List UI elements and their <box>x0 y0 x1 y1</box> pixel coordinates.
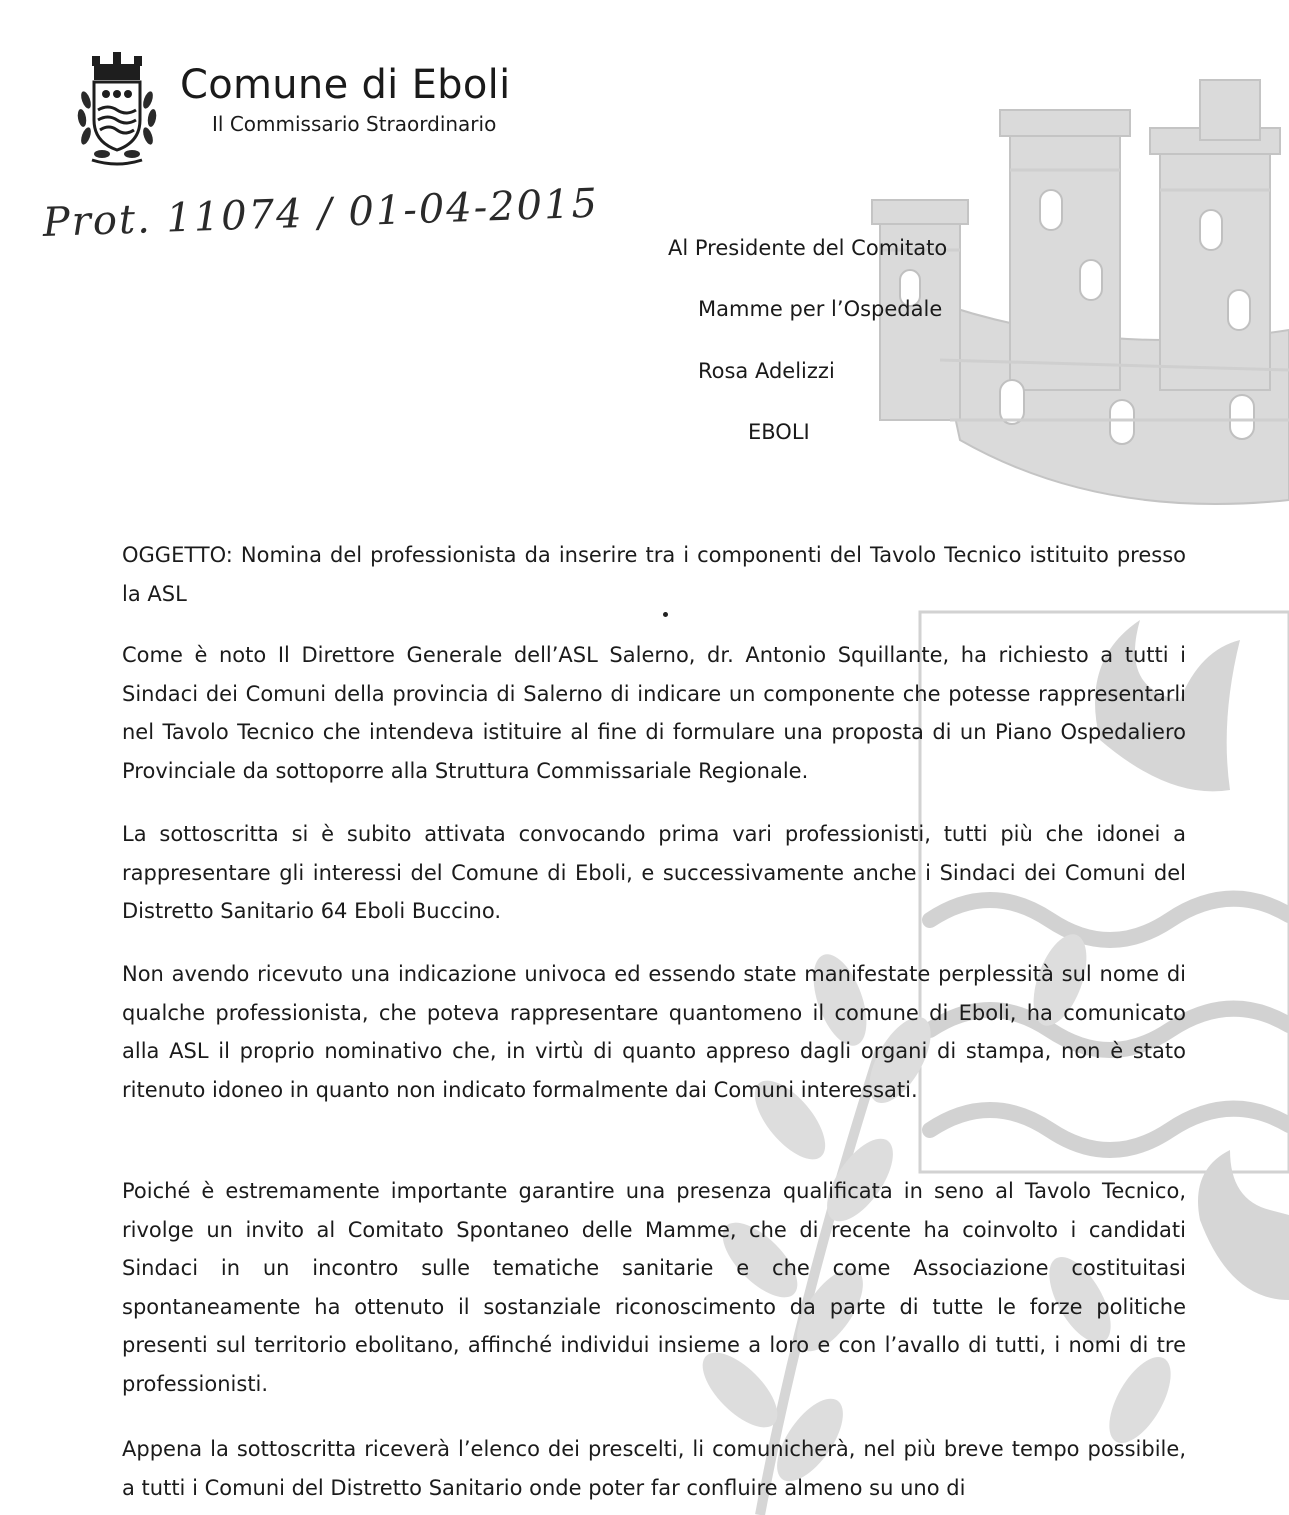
recipient-line-3: Rosa Adelizzi <box>698 359 835 383</box>
paragraph-2: La sottoscritta si è subito attivata convocando prima vari professionisti, tutti più che idonei a rappresentare gli interessi del Comune di Eboli, e successivamente anche i Sindaci dei Comuni del Distretto Sanitario 64 Eboli Buccino. <box>122 822 1186 923</box>
paragraph-5: Appena la sottoscritta riceverà l’elenco dei prescelti, li comunicherà, nel più breve tempo possibile, a tutti i Comuni del Distretto Sanitario onde poter far confluire almeno su uno di <box>122 1437 1186 1500</box>
recipient-line-2: Mamme per l’Ospedale <box>698 297 943 321</box>
ink-dot <box>663 612 668 617</box>
subject-line: OGGETTO: Nomina del professionista da inserire tra i componenti del Tavolo Tecnico istituito presso la ASL <box>122 543 1186 606</box>
org-name: Comune di Eboli <box>180 62 511 108</box>
recipient-line-4: EBOLI <box>748 420 810 444</box>
paragraph-4: Poiché è estremamente importante garantire una presenza qualificata in seno al Tavolo Tecnico, rivolge un invito al Comitato Spontaneo delle Mamme, che di recente ha coinvolto i candidati Sindaci in un incontro sulle tematiche sanitarie e che come Associazione costituitasi spontaneamente ha ottenuto il sostanziale riconoscimento da parte di tutte le forze politiche presenti sul territorio ebolitano, affinché individui insieme a loro e con l’avallo di tutti, i nomi di tre professionisti. <box>122 1179 1186 1396</box>
protocol-number-handwritten: Prot. 11074 / 01-04-2015 <box>42 180 600 246</box>
coat-of-arms-icon <box>72 50 162 168</box>
org-subtitle: Il Commissario Straordinario <box>212 112 497 136</box>
paragraph-3: Non avendo ricevuto una indicazione univoca ed essendo state manifestate perplessità sul nome di qualche professionista, che poteva rappresentare quantomeno il comune di Eboli, ha comunicato alla ASL il proprio nominativo che, in virtù di quanto appreso dagli organi di stampa, non è stato ritenuto idoneo in quanto non indicato formalmente dai Comuni interessati. <box>122 962 1186 1102</box>
recipient-line-1: Al Presidente del Comitato <box>668 236 948 260</box>
paragraph-1: Come è noto Il Direttore Generale dell’ASL Salerno, dr. Antonio Squillante, ha richiesto a tutti i Sindaci dei Comuni della provincia di Salerno di indicare un componente che potesse rappresentarli nel Tavolo Tecnico che intendeva istituire al fine di formulare una proposta di un Piano Ospedaliero Provinciale da sottoporre alla Struttura Commissariale Regionale. <box>122 643 1186 783</box>
